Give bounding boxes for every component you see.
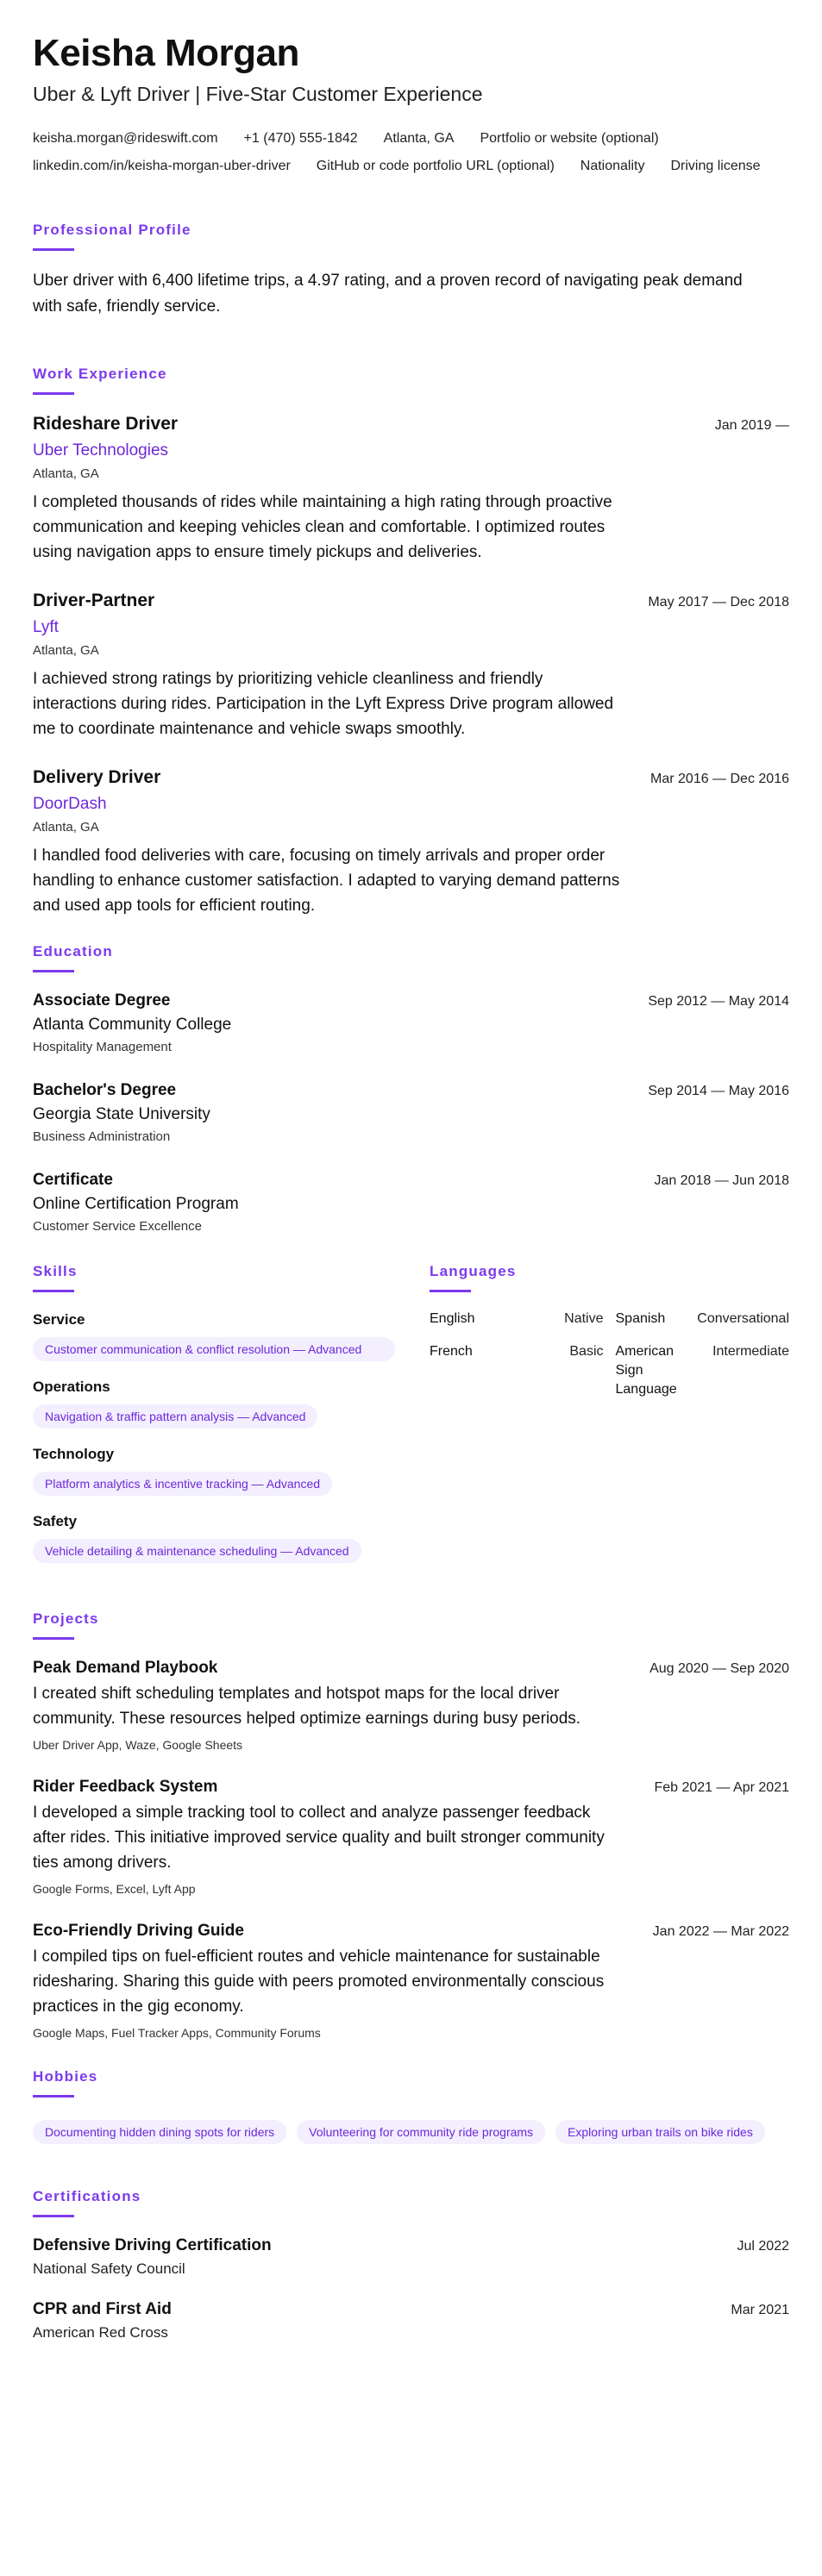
project-tech: Google Maps, Fuel Tracker Apps, Community Forums	[33, 2026, 321, 2040]
edu-school: Online Certification Program	[33, 1195, 239, 1213]
language-name: Spanish	[615, 1311, 666, 1326]
projects-section	[33, 1610, 789, 2041]
section-title: Hobbies	[33, 2068, 98, 2085]
job-title: Driver-Partner	[33, 591, 155, 610]
languages-section	[430, 1262, 789, 1579]
education-entry	[33, 1169, 789, 1236]
section-title: Languages	[430, 1263, 517, 1279]
hobby-chip: Volunteering for community ride programs	[297, 2120, 545, 2144]
cert-date: Jul 2022	[737, 2239, 789, 2254]
project-description: I compiled tips on fuel-efficient routes and vehicle maintenance for sustainable ridesharing. Sharing this guide with peers promoted environmentally conscious practices in the gig economy.	[33, 1948, 605, 2016]
education-section	[33, 942, 789, 1236]
project-description: I developed a simple tracking tool to collect and analyze passenger feedback after rides. This initiative improved service quality and built stronger community ties among drivers.	[33, 1804, 605, 1872]
edu-degree: Bachelor's Degree	[33, 1081, 177, 1099]
profile-summary: Uber driver with 6,400 lifetime trips, a 4.97 rating, and a proven record of navigating peak demand with safe, friendly service.	[33, 272, 743, 316]
job-description: I achieved strong ratings by prioritizing vehicle cleanliness and friendly interactions during rides. Participation in the Lyft Express Drive program allowed me to coordinate maintenance and vehicle swaps smoothly.	[33, 670, 614, 738]
edu-dates: Jan 2018 — Jun 2018	[654, 1173, 789, 1188]
job-company: Uber Technologies	[33, 441, 169, 460]
section-divider	[33, 2095, 74, 2098]
job-company: Lyft	[33, 618, 59, 636]
edu-field: Hospitality Management	[33, 1040, 172, 1054]
skill-group	[33, 1511, 395, 1563]
skill-chip: Navigation & traffic pattern analysis — Advanced	[33, 1404, 317, 1429]
cert-name: Defensive Driving Certification	[33, 2236, 272, 2254]
skills-languages-row	[33, 1262, 789, 1579]
cert-name: CPR and First Aid	[33, 2300, 172, 2318]
project-dates: Feb 2021 — Apr 2021	[654, 1780, 789, 1795]
section-divider	[33, 392, 74, 395]
contact-portfolio[interactable]: Portfolio or website (optional)	[480, 131, 659, 146]
project-description: I created shift scheduling templates and hotspot maps for the local driver community. These resources helped optimize earnings during busy periods.	[33, 1685, 581, 1728]
skills-section	[33, 1262, 395, 1579]
language-level: Conversational	[697, 1311, 789, 1326]
language-level: Intermediate	[712, 1344, 789, 1359]
certification-entry	[33, 2298, 789, 2343]
skill-group	[33, 1377, 395, 1429]
language-list	[430, 1310, 789, 1399]
project-name: Rider Feedback System	[33, 1778, 218, 1796]
edu-degree: Associate Degree	[33, 991, 171, 1010]
section-divider	[33, 2215, 74, 2217]
edu-dates: Sep 2014 — May 2016	[648, 1084, 789, 1098]
certification-entry	[33, 2235, 789, 2279]
contact-driving-license: Driving license	[670, 159, 761, 173]
job-title: Delivery Driver	[33, 767, 161, 787]
language-item	[616, 1310, 790, 1329]
edu-dates: Sep 2012 — May 2014	[648, 994, 789, 1009]
language-item	[616, 1342, 790, 1399]
hobbies-section	[33, 2067, 789, 2144]
section-divider	[33, 248, 74, 251]
language-name: French	[430, 1344, 473, 1359]
job-dates: Jan 2019 —	[714, 418, 789, 433]
profile-section	[33, 221, 789, 320]
skill-group	[33, 1444, 395, 1496]
job-location: Atlanta, GA	[33, 466, 99, 481]
candidate-headline: Uber & Lyft Driver | Five-Star Customer Experience	[33, 83, 483, 105]
edu-field: Customer Service Excellence	[33, 1219, 202, 1234]
project-entry	[33, 1920, 789, 2041]
job-company: DoorDash	[33, 795, 107, 813]
experience-entry	[33, 766, 789, 918]
job-location: Atlanta, GA	[33, 643, 99, 658]
skill-category: Operations	[33, 1379, 110, 1395]
cert-date: Mar 2021	[731, 2303, 789, 2317]
skill-chip: Customer communication & conflict resolution — Advanced	[33, 1337, 395, 1361]
language-name: English	[430, 1311, 475, 1326]
language-item	[430, 1342, 604, 1399]
edu-field: Business Administration	[33, 1129, 171, 1144]
project-dates: Aug 2020 — Sep 2020	[649, 1661, 789, 1676]
project-entry	[33, 1776, 789, 1898]
skill-category: Service	[33, 1311, 85, 1328]
job-dates: Mar 2016 — Dec 2016	[650, 772, 789, 786]
experience-entry	[33, 412, 789, 565]
project-dates: Jan 2022 — Mar 2022	[652, 1924, 789, 1939]
cert-issuer: American Red Cross	[33, 2324, 168, 2341]
job-location: Atlanta, GA	[33, 820, 99, 835]
language-item	[430, 1310, 604, 1329]
edu-school: Georgia State University	[33, 1105, 210, 1123]
section-divider	[33, 1637, 74, 1640]
candidate-name: Keisha Morgan	[33, 32, 299, 74]
skill-chip: Platform analytics & incentive tracking — Advanced	[33, 1472, 332, 1496]
experience-section	[33, 365, 789, 918]
contact-email[interactable]: keisha.morgan@rideswift.com	[33, 131, 218, 146]
contact-phone[interactable]: +1 (470) 555-1842	[243, 131, 358, 146]
skill-category: Technology	[33, 1446, 115, 1462]
language-name: American Sign Language	[615, 1344, 677, 1397]
project-entry	[33, 1657, 789, 1754]
contact-nationality: Nationality	[580, 159, 645, 173]
section-title: Skills	[33, 1263, 78, 1279]
hobby-chip: Exploring urban trails on bike rides	[555, 2120, 765, 2144]
language-level: Basic	[569, 1344, 604, 1359]
edu-degree: Certificate	[33, 1171, 113, 1189]
job-dates: May 2017 — Dec 2018	[648, 595, 789, 610]
hobby-chip: Documenting hidden dining spots for riders	[33, 2120, 286, 2144]
project-tech: Google Forms, Excel, Lyft App	[33, 1882, 196, 1896]
edu-school: Atlanta Community College	[33, 1016, 232, 1034]
skill-group	[33, 1310, 395, 1361]
section-divider	[430, 1290, 471, 1292]
section-title: Certifications	[33, 2188, 141, 2204]
job-description: I handled food deliveries with care, focusing on timely arrivals and proper order handling to enhance customer satisfaction. I adapted to varying demand patterns and used app tools for efficient routing.	[33, 847, 620, 915]
skill-category: Safety	[33, 1513, 78, 1529]
section-title: Professional Profile	[33, 222, 191, 238]
section-divider	[33, 1290, 74, 1292]
contact-list	[33, 129, 789, 176]
section-title: Work Experience	[33, 366, 167, 382]
experience-entry	[33, 589, 789, 741]
project-name: Eco-Friendly Driving Guide	[33, 1922, 244, 1940]
section-title: Projects	[33, 1610, 99, 1627]
contact-github[interactable]: GitHub or code portfolio URL (optional)	[316, 159, 555, 173]
education-entry	[33, 990, 789, 1057]
job-title: Rideshare Driver	[33, 414, 179, 434]
cert-issuer: National Safety Council	[33, 2260, 185, 2277]
language-level: Native	[564, 1311, 604, 1326]
skill-chip: Vehicle detailing & maintenance scheduling — Advanced	[33, 1539, 361, 1563]
certifications-section	[33, 2187, 789, 2343]
contact-location: Atlanta, GA	[383, 131, 455, 146]
project-name: Peak Demand Playbook	[33, 1659, 218, 1677]
section-divider	[33, 970, 74, 972]
job-description: I completed thousands of rides while maintaining a high rating through proactive communication and keeping vehicles clean and comfortable. I optimized routes using navigation apps to ensure timely pickups and deliveries.	[33, 493, 612, 561]
section-title: Education	[33, 943, 113, 960]
hobby-list	[33, 2115, 789, 2144]
resume-header	[33, 31, 789, 176]
contact-linkedin[interactable]: linkedin.com/in/keisha-morgan-uber-driver	[33, 159, 291, 173]
education-entry	[33, 1079, 789, 1147]
project-tech: Uber Driver App, Waze, Google Sheets	[33, 1738, 243, 1752]
